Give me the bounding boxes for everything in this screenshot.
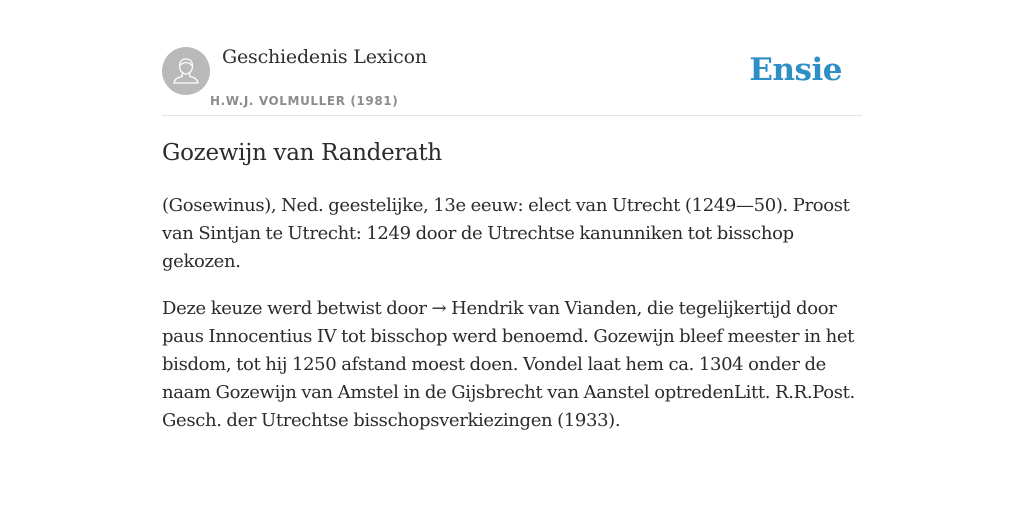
entry-title: Gozewijn van Randerath (162, 140, 442, 166)
cross-reference-link[interactable]: Hendrik van Vianden (451, 298, 637, 319)
author-credit: H.W.J. VOLMULLER (1981) (210, 94, 399, 108)
paragraph-text: Deze keuze werd betwist door (162, 298, 432, 319)
page (162, 0, 862, 431)
ensie-logo-link[interactable]: Ensie (749, 52, 842, 88)
entry-body (162, 192, 862, 454)
user-silhouette-icon (162, 47, 210, 95)
paragraph: (Gosewinus), Ned. geestelijke, 13e eeuw: elect van Utrecht (1249—50). Proost van Sintjan te Utrecht: 1249 door de Utrechtse kanunniken tot bisschop gekozen. (162, 195, 850, 272)
arrow-right-icon: → (431, 298, 447, 319)
lexicon-title[interactable]: Geschiedenis Lexicon (222, 46, 427, 68)
paragraph (162, 295, 862, 435)
header (162, 0, 862, 116)
paragraph-text: , die tegelijkertijd door paus Innocentius IV tot bisschop werd benoemd. Gozewijn bleef meester in het bisdom, tot hij 1250 afstand moest doen. Vondel laat hem ca. 1304 onder de naam Gozewijn van Amstel in de Gijsbrecht van Aanstel optredenLitt. R.R.Post. Gesch. der Utrechtse bisschopsverkiezingen (1933). (162, 298, 855, 431)
